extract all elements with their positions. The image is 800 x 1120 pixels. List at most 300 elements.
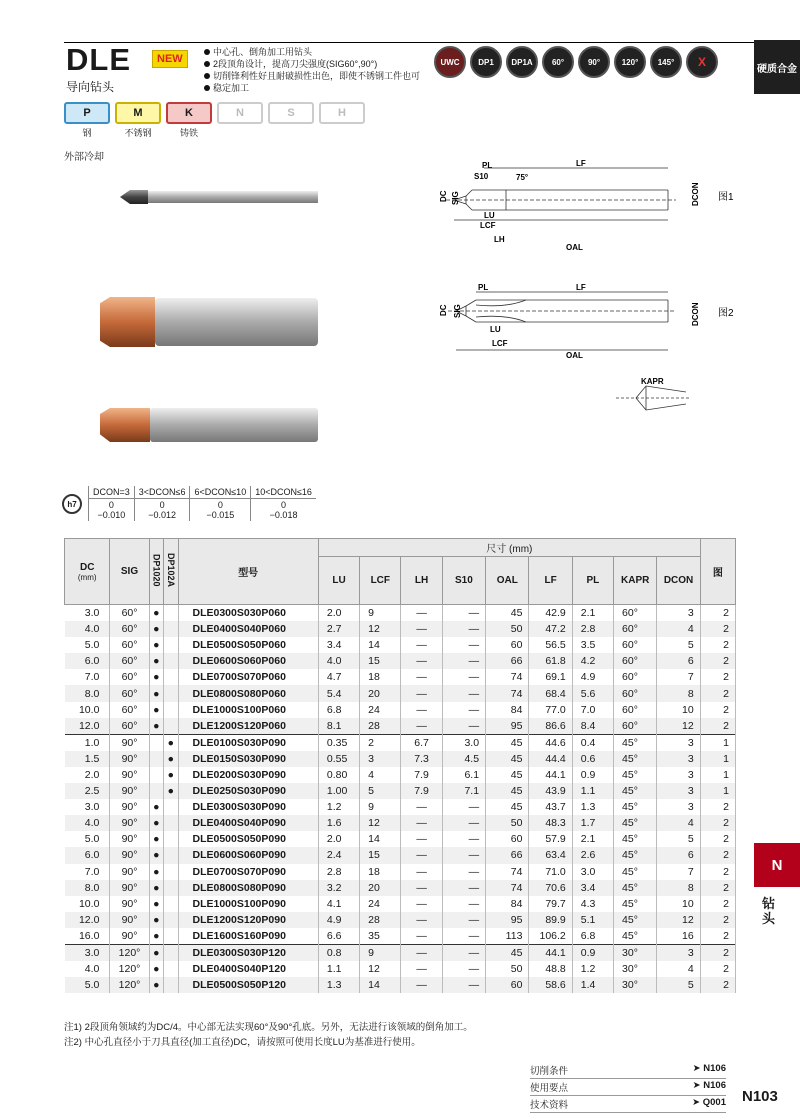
label-sig: SIG (451, 191, 460, 205)
label-dc: DC (439, 190, 448, 202)
table-cell (164, 944, 178, 961)
table-row (65, 847, 736, 863)
table-cell (164, 896, 178, 912)
table-cell: 4.9 (318, 912, 359, 928)
table-cell: 2 (700, 702, 735, 718)
table-cell: 90° (110, 864, 149, 880)
table-cell: 4.3 (572, 896, 613, 912)
table-cell: 60° (110, 605, 149, 622)
table-cell: ● (149, 896, 163, 912)
table-cell: 3.0 (65, 605, 110, 622)
table-cell: — (442, 621, 485, 637)
ref-usage[interactable]: 使用要点 ➤ N106 (530, 1080, 726, 1094)
table-row (65, 702, 736, 718)
table-cell: 4.9 (572, 669, 613, 685)
table-cell: ● (149, 702, 163, 718)
label-dc-2: DC (439, 304, 448, 316)
table-cell: 2 (700, 718, 735, 735)
table-row (65, 831, 736, 847)
table-cell: DLE0400S040P120 (178, 961, 318, 977)
table-cell: 70.6 (529, 880, 572, 896)
table-cell: 113 (486, 928, 529, 945)
table-cell: 4 (657, 621, 700, 637)
table-cell: — (442, 653, 485, 669)
table-cell: DLE0300S030P060 (178, 605, 318, 622)
table-cell: 0.4 (572, 734, 613, 751)
table-cell: 3 (657, 944, 700, 961)
table-cell: 90° (110, 783, 149, 799)
note-1: 注1) 2段顶角领域约为DC/4。中心部无法实现60°及90°孔底。另外，无法进行该领域的倒角加工。 (64, 1022, 473, 1033)
table-row (65, 864, 736, 880)
feature-item: 切削锋利性好且耐破损性出色，即使不锈钢工件也可 (204, 70, 420, 82)
product-photos (100, 175, 330, 445)
table-cell: 6 (657, 847, 700, 863)
table-cell: DLE0400S040P090 (178, 815, 318, 831)
drawing-fig2 (448, 292, 676, 350)
drill-photo-large (100, 297, 318, 347)
table-row (65, 977, 736, 993)
table-cell: 45 (486, 751, 529, 767)
table-cell: DLE0300S030P090 (178, 799, 318, 815)
table-cell: 90° (110, 799, 149, 815)
angle-90-icon: 90° (578, 46, 610, 78)
table-cell: DLE0500S050P090 (178, 831, 318, 847)
table-cell: ● (149, 912, 163, 928)
table-cell (164, 977, 178, 993)
table-cell: ● (149, 718, 163, 735)
reference-links (530, 1062, 726, 1113)
table-cell: — (401, 944, 442, 961)
table-cell: 14 (360, 831, 401, 847)
label-sig-2: SIG (453, 304, 462, 318)
material-badges (64, 102, 365, 137)
table-cell: 1 (700, 734, 735, 751)
table-cell: 44.4 (529, 751, 572, 767)
table-cell: 20 (360, 685, 401, 701)
table-cell: 18 (360, 669, 401, 685)
table-cell: 57.9 (529, 831, 572, 847)
table-cell: 28 (360, 912, 401, 928)
table-cell: 0.55 (318, 751, 359, 767)
table-cell (164, 653, 178, 669)
table-cell: 9 (360, 799, 401, 815)
table-cell: 7 (657, 669, 700, 685)
table-cell: 24 (360, 896, 401, 912)
table-cell: 48.8 (529, 961, 572, 977)
fig1-label: 图1 (718, 192, 734, 203)
table-cell: 9 (360, 605, 401, 622)
table-cell: — (401, 880, 442, 896)
table-cell: 1.3 (318, 977, 359, 993)
table-cell: ● (149, 864, 163, 880)
table-cell: 4.0 (65, 621, 110, 637)
table-cell: 10.0 (65, 702, 110, 718)
table-cell: 4.5 (442, 751, 485, 767)
col-pl: PL (572, 557, 613, 605)
table-cell: 1.1 (318, 961, 359, 977)
drawing-kapr (616, 386, 691, 410)
label-kapr: KAPR (641, 377, 664, 386)
table-cell: — (442, 961, 485, 977)
table-row (65, 783, 736, 799)
table-cell: 45 (486, 605, 529, 622)
table-cell: 7.0 (572, 702, 613, 718)
col-dims: 尺寸 (mm) (318, 539, 700, 557)
fig2-label: 图2 (718, 308, 734, 319)
table-cell (164, 718, 178, 735)
table-cell: 30° (614, 961, 657, 977)
table-cell: 2.8 (572, 621, 613, 637)
table-cell: — (442, 831, 485, 847)
table-cell: 2.6 (572, 847, 613, 863)
label-lf-2: LF (576, 283, 586, 292)
material-n: N (217, 102, 263, 137)
table-cell: 45° (614, 880, 657, 896)
col-dp102a: DP102A (164, 539, 178, 605)
table-cell: — (401, 621, 442, 637)
table-cell: 1.0 (65, 734, 110, 751)
table-cell: 5.1 (572, 912, 613, 928)
table-cell (164, 702, 178, 718)
table-cell: 12 (657, 912, 700, 928)
table-cell: 10 (657, 896, 700, 912)
table-cell: 5 (657, 831, 700, 847)
table-cell: 2 (700, 944, 735, 961)
table-cell: — (401, 961, 442, 977)
new-badge: NEW (152, 50, 188, 68)
table-cell: ● (149, 637, 163, 653)
table-cell: 4 (360, 767, 401, 783)
table-cell: 1.5 (65, 751, 110, 767)
table-cell: 90° (110, 912, 149, 928)
table-cell: DLE1200S120P060 (178, 718, 318, 735)
table-cell: — (442, 605, 485, 622)
table-cell: 5 (360, 783, 401, 799)
table-cell: 8.1 (318, 718, 359, 735)
table-row (65, 718, 736, 735)
tol-range: 10<DCON≤16 (251, 486, 316, 499)
table-cell: 3 (657, 605, 700, 622)
table-cell: 50 (486, 961, 529, 977)
table-cell: — (442, 977, 485, 993)
table-cell: 8 (657, 685, 700, 701)
table-cell: 1 (700, 767, 735, 783)
table-cell: 7.3 (401, 751, 442, 767)
table-cell: 14 (360, 637, 401, 653)
table-cell: 8.0 (65, 880, 110, 896)
table-cell: 1.6 (318, 815, 359, 831)
table-cell: 90° (110, 928, 149, 945)
table-cell: 90° (110, 896, 149, 912)
table-cell: DLE0600S060P060 (178, 653, 318, 669)
table-cell (149, 767, 163, 783)
table-cell (164, 605, 178, 622)
table-cell: 95 (486, 912, 529, 928)
table-cell: 2 (700, 637, 735, 653)
table-cell: 44.6 (529, 734, 572, 751)
table-cell: 5 (657, 637, 700, 653)
table-cell: 6.8 (572, 928, 613, 945)
table-cell: ● (149, 799, 163, 815)
table-cell: 60° (110, 637, 149, 653)
table-cell: 6.0 (65, 847, 110, 863)
table-cell: 4.0 (65, 961, 110, 977)
table-cell: 5.0 (65, 831, 110, 847)
table-cell: 6 (657, 653, 700, 669)
table-cell (149, 783, 163, 799)
table-cell: 66 (486, 847, 529, 863)
table-cell (164, 864, 178, 880)
table-cell: 60° (110, 702, 149, 718)
table-cell: 45° (614, 928, 657, 945)
table-cell: ● (164, 734, 178, 751)
table-cell: 45 (486, 799, 529, 815)
table-cell: 18 (360, 864, 401, 880)
table-cell: 2.7 (318, 621, 359, 637)
table-cell: 60° (614, 621, 657, 637)
table-row (65, 912, 736, 928)
table-cell: 84 (486, 896, 529, 912)
table-row (65, 928, 736, 945)
table-cell: — (401, 864, 442, 880)
side-tab-carbide: 硬质合金 (754, 40, 800, 94)
table-cell: 4.1 (318, 896, 359, 912)
table-row (65, 685, 736, 701)
table-cell: 60° (110, 669, 149, 685)
table-cell: 60° (614, 605, 657, 622)
table-cell: 2.1 (572, 605, 613, 622)
table-cell: 106.2 (529, 928, 572, 945)
table-cell: 1.7 (572, 815, 613, 831)
tol-range: 6<DCON≤10 (190, 486, 251, 499)
table-cell (164, 637, 178, 653)
table-cell: 60° (614, 685, 657, 701)
table-cell: 0.8 (318, 944, 359, 961)
table-cell: 47.2 (529, 621, 572, 637)
table-cell: DLE1200S120P090 (178, 912, 318, 928)
table-cell: 3.0 (65, 944, 110, 961)
table-cell: 7 (657, 864, 700, 880)
table-cell: 58.6 (529, 977, 572, 993)
table-cell: — (442, 669, 485, 685)
table-cell: 68.4 (529, 685, 572, 701)
table-cell: 12 (360, 621, 401, 637)
table-cell: 48.3 (529, 815, 572, 831)
table-cell: 3 (360, 751, 401, 767)
table-cell: 90° (110, 751, 149, 767)
table-cell: — (442, 799, 485, 815)
table-cell: — (401, 928, 442, 945)
feature-item: 2段顶角设计，提高刀尖强度(SIG60°,90°) (204, 58, 420, 70)
table-cell (164, 669, 178, 685)
technical-drawings (436, 160, 736, 430)
angle-120-icon: 120° (614, 46, 646, 78)
table-cell: 8.4 (572, 718, 613, 735)
table-cell: — (401, 977, 442, 993)
table-cell: 60° (614, 669, 657, 685)
table-cell: ● (149, 605, 163, 622)
table-cell: 45° (614, 815, 657, 831)
table-cell (164, 815, 178, 831)
col-lu: LU (318, 557, 359, 605)
table-cell: DLE0500S050P060 (178, 637, 318, 653)
table-row (65, 896, 736, 912)
table-cell: 42.9 (529, 605, 572, 622)
table-cell: 45° (614, 896, 657, 912)
table-cell: 45° (614, 767, 657, 783)
table-cell: 24 (360, 702, 401, 718)
table-cell: DLE0800S080P060 (178, 685, 318, 701)
table-cell: 90° (110, 767, 149, 783)
table-cell: 2.0 (318, 831, 359, 847)
table-cell: 1 (700, 783, 735, 799)
table-cell: 60° (110, 718, 149, 735)
table-cell: 4.0 (318, 653, 359, 669)
table-cell: 45° (614, 912, 657, 928)
notes (64, 1020, 473, 1050)
table-cell: 120° (110, 961, 149, 977)
table-cell: 74 (486, 685, 529, 701)
table-cell: 60 (486, 831, 529, 847)
table-cell: 3.4 (572, 880, 613, 896)
table-cell: 45° (614, 831, 657, 847)
drill-photo-angle (100, 408, 318, 442)
table-cell (149, 751, 163, 767)
table-cell: 1.2 (318, 799, 359, 815)
table-cell: 60° (110, 621, 149, 637)
label-pl-2: PL (478, 283, 489, 292)
angle-145-icon: 145° (650, 46, 682, 78)
label-dcon-2: DCON (691, 302, 700, 326)
tol-range: DCON=3 (89, 486, 135, 499)
table-cell: DLE0500S050P120 (178, 977, 318, 993)
page-number: N103 (742, 1088, 778, 1105)
col-dp1020: DP1020 (149, 539, 163, 605)
table-cell: 86.6 (529, 718, 572, 735)
table-row (65, 880, 736, 896)
table-cell: 43.7 (529, 799, 572, 815)
table-cell: 60° (614, 718, 657, 735)
table-cell: 60 (486, 637, 529, 653)
table-cell (164, 847, 178, 863)
table-cell: 2 (700, 928, 735, 945)
table-cell: 3.4 (318, 637, 359, 653)
table-cell: 2 (700, 847, 735, 863)
table-cell: 1.4 (572, 977, 613, 993)
col-lh: LH (401, 557, 442, 605)
table-cell: ● (149, 847, 163, 863)
table-cell: 3 (657, 751, 700, 767)
table-cell: 2 (700, 977, 735, 993)
table-cell: 4 (657, 961, 700, 977)
table-cell: DLE0700S070P060 (178, 669, 318, 685)
table-cell: 60° (110, 685, 149, 701)
table-cell: 1.1 (572, 783, 613, 799)
table-cell: — (442, 815, 485, 831)
col-lf: LF (529, 557, 572, 605)
table-cell: 7.0 (65, 669, 110, 685)
table-cell: 71.0 (529, 864, 572, 880)
table-cell: 30° (614, 944, 657, 961)
table-cell: 16.0 (65, 928, 110, 945)
table-cell: 2.0 (65, 767, 110, 783)
ref-cutting[interactable]: 切削条件 ➤ N106 (530, 1063, 726, 1077)
col-model: 型号 (178, 539, 318, 605)
table-cell (164, 621, 178, 637)
table-cell: ● (164, 767, 178, 783)
label-lh: LH (494, 235, 505, 244)
table-cell: 14 (360, 977, 401, 993)
table-cell: 2 (700, 815, 735, 831)
table-cell: 5.0 (65, 637, 110, 653)
table-cell: 2.4 (318, 847, 359, 863)
table-cell: 2 (700, 831, 735, 847)
material-p: P 钢 (64, 102, 110, 137)
table-cell: 15 (360, 847, 401, 863)
table-cell: 3 (657, 783, 700, 799)
dp1a-icon: DP1A (506, 46, 538, 78)
table-row (65, 669, 736, 685)
table-cell: ● (149, 815, 163, 831)
table-cell: 1.2 (572, 961, 613, 977)
col-s10: S10 (442, 557, 485, 605)
note-2: 注2) 中心孔直径小于刀具直径(加工直径)DC，请按照可使用长度LU为基准进行使用。 (64, 1037, 421, 1048)
table-cell: 74 (486, 864, 529, 880)
table-cell: 5.4 (318, 685, 359, 701)
table-cell: 6.6 (318, 928, 359, 945)
table-cell: 7.1 (442, 783, 485, 799)
table-cell: 45 (486, 783, 529, 799)
table-cell: 3.0 (442, 734, 485, 751)
table-cell: 45° (614, 783, 657, 799)
table-cell: ● (149, 961, 163, 977)
table-cell: DLE1600S160P090 (178, 928, 318, 945)
table-cell: 120° (110, 944, 149, 961)
table-cell: — (442, 847, 485, 863)
table-cell: 30° (614, 977, 657, 993)
table-cell: — (401, 605, 442, 622)
table-cell: ● (149, 880, 163, 896)
table-cell: — (401, 637, 442, 653)
product-subtitle: 导向钻头 (66, 80, 115, 94)
table-cell: 43.9 (529, 783, 572, 799)
table-row (65, 799, 736, 815)
table-cell: DLE0250S030P090 (178, 783, 318, 799)
table-cell: 3.2 (318, 880, 359, 896)
label-oal: OAL (566, 243, 583, 252)
table-cell: — (401, 669, 442, 685)
table-cell: — (401, 831, 442, 847)
spec-icons (434, 46, 718, 78)
table-cell: 2 (700, 685, 735, 701)
table-cell: 3.0 (65, 799, 110, 815)
table-cell: 2 (700, 864, 735, 880)
table-cell: 28 (360, 718, 401, 735)
table-cell: 45° (614, 751, 657, 767)
table-cell: 89.9 (529, 912, 572, 928)
table-cell: — (401, 896, 442, 912)
table-cell: 20 (360, 880, 401, 896)
label-75: 75° (516, 173, 529, 182)
col-dcon: DCON (657, 557, 700, 605)
ref-tech[interactable]: 技术资料 ➤ Q001 (530, 1097, 726, 1111)
table-cell: 45 (486, 734, 529, 751)
label-oal-2: OAL (566, 351, 583, 360)
col-kapr: KAPR (614, 557, 657, 605)
table-cell: 56.5 (529, 637, 572, 653)
feature-list (204, 46, 420, 94)
table-cell: 4.0 (65, 815, 110, 831)
